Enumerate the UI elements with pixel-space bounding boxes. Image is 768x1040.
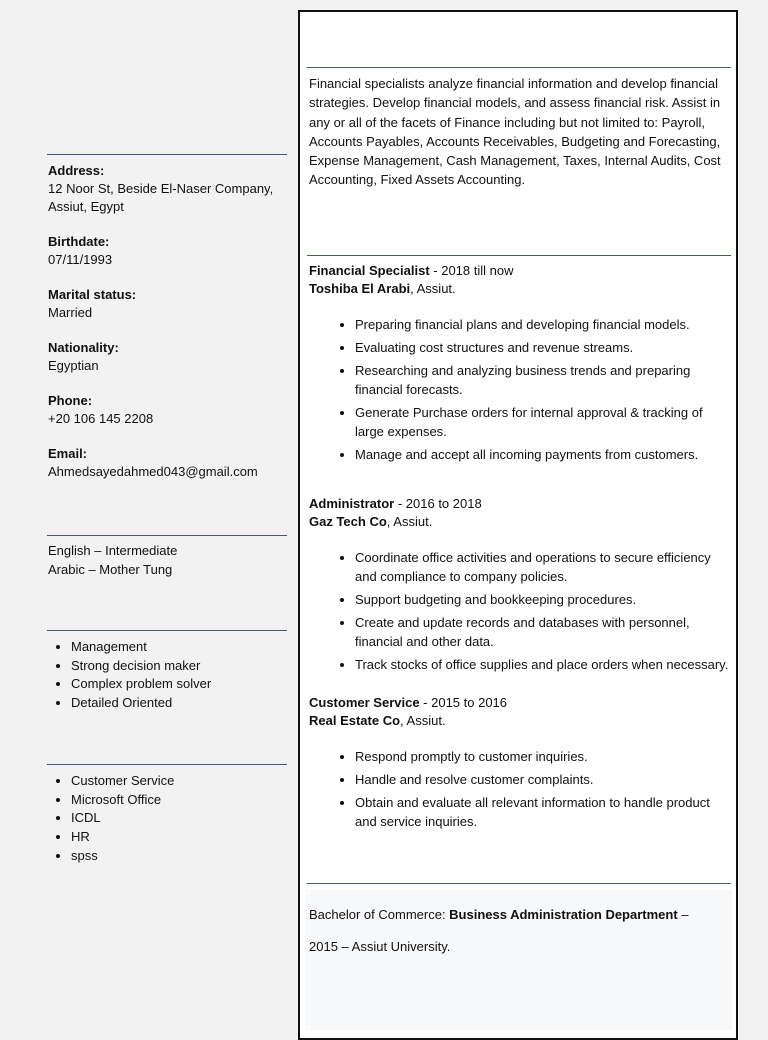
address-label: Address: [48,163,105,178]
language-item: English – Intermediate [48,543,178,558]
job-title: Financial Specialist [309,263,430,278]
skill-item: • Complex problem solver [71,675,288,694]
degree-dash: – [677,907,689,922]
skills-list [48,638,288,713]
duty-item: • Evaluating cost structures and revenue streams. [355,338,729,357]
job-company: Gaz Tech Co [309,514,387,529]
skill-item: • Detailed Oriented [71,694,288,713]
computer-skills-section [48,772,288,866]
skills-section [48,638,288,713]
duty-item: • Support budgeting and bookkeeping procedures. [355,590,729,609]
language-item: Arabic – Mother Tung [48,561,173,577]
experience-divider [307,255,731,256]
sidebar-divider-contact [47,154,287,155]
computer-skill-item: • ICDL [71,809,288,828]
job-company: Toshiba El Arabi [309,281,411,296]
duty-item: • Generate Purchase orders for internal approval & tracking of large expenses. [355,403,729,441]
languages-section [48,542,288,579]
contact-info [48,162,288,498]
email-block [48,445,288,481]
job-title-line [309,495,729,513]
sidebar-divider-computer-skills [47,764,287,765]
duty-item: • Respond promptly to customer inquiries. [355,747,729,766]
job-entry [309,694,729,831]
computer-skill-item: • spss [71,847,288,866]
phone-label: Phone: [48,393,93,408]
marital-status-block [48,286,288,322]
computer-skill-item: • HR [71,828,288,847]
job-title-line [309,262,729,280]
duty-item: • Preparing financial plans and developing financial models. [355,315,729,334]
education-degree [309,905,729,925]
degree-prefix: Bachelor of Commerce: [309,907,450,922]
education-year-university: 2015 – Assiut University. [309,939,451,954]
job-duties [309,548,729,674]
job-duties [309,315,729,464]
phone-block [48,392,288,428]
duty-item: • Manage and accept all incoming payments from customers. [355,445,729,464]
job-period: - 2016 to 2018 [394,496,482,511]
birthdate-value: 07/11/1993 [48,252,113,267]
nationality-value: Egyptian [48,358,99,373]
marital-status-value: Married [48,305,93,320]
job-title: Customer Service [309,695,420,710]
marital-status-label: Marital status: [48,287,137,302]
job-title-line [309,694,729,712]
nationality-label: Nationality: [48,340,119,355]
job-location: , Assiut. [400,713,446,728]
duty-item: • Researching and analyzing business trends and preparing financial forecasts. [355,361,729,399]
job-duties [309,747,729,831]
education-divider [307,883,731,884]
duty-item: • Coordinate office activities and operations to secure efficiency and compliance to company policies. [355,548,729,586]
degree-department: Business Administration Department [449,907,678,922]
job-company-line [309,712,729,730]
computer-skill-item: • Microsoft Office [71,791,288,810]
job-location: , Assiut. [386,514,433,529]
job-company-line [309,513,729,531]
duty-item: • Obtain and evaluate all relevant information to handle product and service inquiries. [355,793,729,831]
address-block [48,162,288,216]
job-entry [309,495,729,674]
nationality-block [48,339,288,375]
birthdate-label: Birthdate: [48,234,110,249]
duty-item: • Handle and resolve customer complaints. [355,770,729,789]
job-entry [309,262,729,464]
sidebar-divider-skills [47,630,287,631]
phone-value: +20 106 145 2208 [48,411,154,426]
computer-skills-list [48,772,288,866]
email-label: Email: [48,446,88,461]
address-value: 12 Noor St, Beside El-Naser Company, Assiut, Egypt [48,181,274,214]
job-period: - 2018 till now [429,263,514,278]
sidebar-divider-languages [47,535,287,536]
job-company-line [309,280,729,298]
skill-item: • Management [71,638,288,657]
job-period: - 2015 to 2016 [419,695,508,710]
duty-item: • Track stocks of office supplies and place orders when necessary. [355,655,729,674]
birthdate-block [48,233,288,269]
summary-divider [307,67,731,68]
job-title: Administrator [309,496,395,511]
skill-item: • Strong decision maker [71,657,288,676]
profile-summary: Financial specialists analyze financial information and develop financial strategies. Develop financial models, and assess financial risk. Assist in any or all of the facets of Finance including but not limited to: Payroll, Accounts Payables, Accounts Receivables, Budgeting and Forecasting, Expense Management, Cash Management, Taxes, Internal Audits, Cost Accounting, Fixed Assets Accounting. [309,76,721,188]
computer-skill-item: • Customer Service [71,772,288,791]
duty-item: • Create and update records and databases with personnel, financial and other data. [355,613,729,651]
job-location: , Assiut. [410,281,456,296]
job-company: Real Estate Co [309,713,401,728]
email-value: Ahmedsayedahmed043@gmail.com [48,464,258,479]
